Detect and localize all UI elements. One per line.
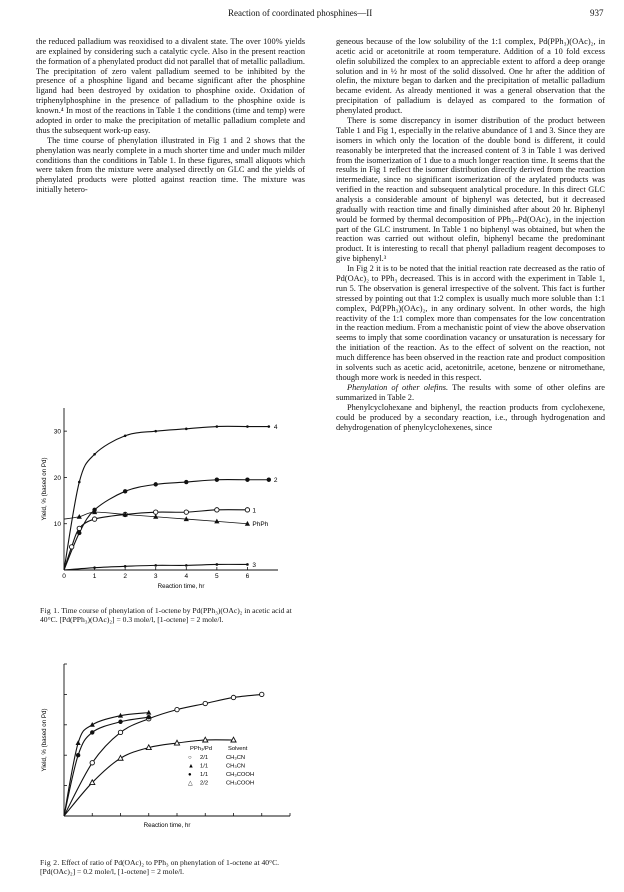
data-point xyxy=(215,508,219,512)
legend-ratio: 2/2 xyxy=(200,780,209,787)
legend-header: PPh₃/Pd xyxy=(190,746,213,752)
paragraph: The time course of phenylation illustrated in Fig 1 and 2 shows that the phenylation was nearly complete in a much shorter time and under much milder conditions than the conditions in Table 1. In these figures, small aliquots which were taken from the mixture were analysed directly on GLC and the yields of phenylated products were plotted against reaction time. The mixture was initially hetero- xyxy=(36,135,305,195)
data-point xyxy=(260,692,264,696)
x-axis-label: Reaction time, hr xyxy=(143,822,191,828)
x-tick-label: 5 xyxy=(215,573,219,580)
figure-2 xyxy=(38,658,308,828)
data-point xyxy=(76,753,80,757)
right-column xyxy=(336,37,605,433)
paragraph: Phenylcyclohexane and biphenyl, the reaction products from cyclohexene, could be produced by a secondary reaction, i.e., through hydrogenation and dehydrogenation of phenylcyclohexenes, since xyxy=(336,403,605,432)
legend-solvent: CH₃CN xyxy=(226,763,246,770)
y-axis-label: Yield, % (based on Pd) xyxy=(41,457,48,521)
figure-1 xyxy=(38,400,293,600)
data-point xyxy=(90,761,94,765)
data-point xyxy=(118,755,123,760)
series-2 xyxy=(64,478,271,570)
data-point xyxy=(246,563,249,566)
data-point xyxy=(76,740,81,745)
data-point xyxy=(175,707,179,711)
running-title: Reaction of coordinated phosphines—II xyxy=(228,8,373,18)
data-point xyxy=(267,478,271,482)
y-tick-label: 20 xyxy=(53,474,61,482)
data-point xyxy=(184,510,188,514)
data-point xyxy=(185,428,188,431)
figure-2-caption xyxy=(40,858,296,876)
paragraph: geneous because of the low solubility of the 1:1 complex, Pd(PPh₃)(OAc)₂, in acetic acid or acetonitrile at room temperature. Addition of a 10 fold excess olefin solubilized the complex to an appreciable extent to afford a deep orange solution and in ½ hr most of the solid dissolved. One hr after the addition of olefin, the mixture began to darken and the precipitation of metallic palladium became evident. As already mentioned it was a general observation that the precipitation of palladium is delayed as compared to the formation of phenylated product. xyxy=(336,37,605,115)
figure-2-caption-text: Effect of ratio of Pd(OAc)₂ to PPh₃ on phenylation of 1-octene at 40°C. [Pd(OAc)₂] = 0.2 mole/l, [1-octene] = 2 mole/l. xyxy=(40,858,280,877)
x-tick-label: 6 xyxy=(245,573,250,580)
paragraph: the reduced palladium was reoxidised to a divalent state. The over 100% yields are explained by considering such a catalytic cycle. Also in the present reaction the formation of a phenylated product did not parallel that of metallic palladium. The precipitation of zero valent palladium seemed to be inhibited by the presence of a phosphine ligand and became significant after the phosphine ligand had been destroyed by oxidation to phosphine oxide. Oxidation of triphenylphosphine in the presence of palladium to the phosphine oxide is known.⁴ In most of the reactions in Table 1 the conditions (time and temp) were adopted in order to make the precipitation of metallic palladium complete and thus the subsequent work-up easy. xyxy=(36,37,306,135)
data-point xyxy=(118,720,122,724)
paragraph: There is some discrepancy in isomer distribution of the product between Table 1 and Fig 1, especially in the relative abundance of 1 and 3. Since they are isomers in which only the location of the double bond is different, it could reasonably be interpreted that the increased content of 3 in Table 1 was derived from the isomerization of 1 due to a much longer reaction time. It seems that the results in Fig 1 reflect the isomer distribution directly derived from the reaction intermediate, since no significant isomerization of the arylated products was verified in the reaction and subsequent analytical procedure. In this direct GLC analysis a considerable amount of biphenyl was detected, but it decreased gradually with reaction time and finally diminished after about 20 hr. Biphenyl would be formed by thermal decomposition of PPh₃–Pd(OAc)₂ in the injection part of the GLC instrument. In Table 1 no biphenyl was obtained, but when the reaction was carried out without olefin, biphenyl became the predominant product. It is interesting to recall that phenyl palladium reagent decomposes to give biphenyl.³ xyxy=(336,116,605,264)
series-line xyxy=(64,480,269,570)
curve-label: PhPh xyxy=(252,521,269,529)
legend-solvent: CH₃COOH xyxy=(226,780,255,787)
legend-header: Solvent xyxy=(228,746,248,752)
y-tick-label: 30 xyxy=(53,428,61,436)
data-point xyxy=(118,730,122,734)
data-point xyxy=(78,481,81,484)
figure-1-chart xyxy=(38,400,293,600)
data-point xyxy=(93,566,96,569)
data-point xyxy=(245,478,249,482)
paragraph: In Fig 2 it is to be noted that the initial reaction rate decreased as the ratio of Pd(OAc)₂ to PPh₃ decreased. This is in accord with the experiment in Table 1, run 5. The observation is general irrespective of the solvent. This fact is further stressed by pointing out that 1:2 complex is usually much more soluble than 1:1 complex, Pd(PPh₃)(OAc)₂, in any ordinary solvent. In other words, the high reactivity of the 1:1 complex more than compensates for the low concentration in the reaction medium. From a mechanistic point of view the above observation seems to imply that some coordination vacancy or unsaturation is necessary for the initiation of the reaction. As to the effect of solvent on the reaction, not much difference has been observed in the reaction rate and product composition in solvents such as acetic acid, acetonitrile, acetone, benzene or nitromethane, though more work is needed in this respect. xyxy=(336,264,606,382)
data-point xyxy=(154,510,158,514)
subsection-text: The results with some of other olefins are summarized in Table 2. xyxy=(336,383,606,402)
x-tick-label: 1 xyxy=(92,573,97,580)
legend-symbol: △ xyxy=(188,780,193,787)
legend-solvent: CH₃COOH xyxy=(226,772,255,778)
data-point xyxy=(245,508,249,512)
data-point xyxy=(215,478,219,482)
page-number: 937 xyxy=(590,8,604,18)
subsection-heading: Phenylation of other olefins. xyxy=(347,383,449,393)
data-point xyxy=(146,710,151,715)
data-point xyxy=(268,425,271,428)
legend-symbol: ● xyxy=(188,772,192,778)
figure-2-chart xyxy=(38,658,308,828)
legend-symbol: ▲ xyxy=(188,763,194,770)
legend-ratio: 1/1 xyxy=(200,763,209,770)
series-4 xyxy=(64,425,270,570)
x-axis-label: Reaction time, hr xyxy=(157,583,205,590)
y-axis-label: Yield, % (based on Pd) xyxy=(41,708,48,772)
legend-solvent: CH₃CN xyxy=(226,755,246,761)
data-point xyxy=(216,563,219,566)
curve-label: 3 xyxy=(252,561,257,569)
data-point xyxy=(124,565,127,568)
data-point xyxy=(154,482,158,486)
data-point xyxy=(124,434,127,437)
page-header xyxy=(0,6,624,22)
figure-1-caption-text: Time course of phenylation of 1-octene by Pd(PPh₃)(OAc)₂ in acetic acid at 40°C. [Pd(PPh₃)(OAc)₂] = 0.3 mole/l, [1-octene] = 2 mole/l. xyxy=(40,606,292,625)
legend-symbol: ○ xyxy=(188,755,192,761)
data-point xyxy=(184,480,188,484)
y-tick-label: 10 xyxy=(53,521,61,529)
x-tick-label: 2 xyxy=(123,573,127,580)
series-3 xyxy=(64,563,249,570)
x-tick-label: 3 xyxy=(153,573,158,580)
left-column xyxy=(36,37,305,195)
data-point xyxy=(90,722,95,727)
curve-label: 2 xyxy=(273,477,278,485)
subsection xyxy=(336,383,605,403)
data-point xyxy=(90,730,94,734)
curve-label: 1 xyxy=(252,507,257,515)
x-tick-label: 0 xyxy=(62,573,66,580)
data-point xyxy=(154,564,157,567)
x-tick-label: 4 xyxy=(184,573,189,580)
figure-1-label: Fig 1. xyxy=(40,606,60,615)
data-point xyxy=(93,453,96,456)
figure-2-label: Fig 2. xyxy=(40,858,60,867)
data-point xyxy=(185,564,188,567)
data-point xyxy=(92,517,96,521)
figure-1-caption xyxy=(40,606,296,624)
data-point xyxy=(123,489,127,493)
data-point xyxy=(77,526,81,530)
data-point xyxy=(246,425,249,428)
data-point xyxy=(69,545,73,549)
legend-ratio: 2/1 xyxy=(200,755,209,761)
series-line xyxy=(64,426,269,570)
data-point xyxy=(216,425,219,428)
data-point xyxy=(203,701,207,705)
data-point xyxy=(147,715,151,719)
legend-ratio: 1/1 xyxy=(200,772,209,778)
curve-label: 4 xyxy=(273,424,278,432)
data-point xyxy=(154,430,157,433)
data-point xyxy=(231,695,235,699)
